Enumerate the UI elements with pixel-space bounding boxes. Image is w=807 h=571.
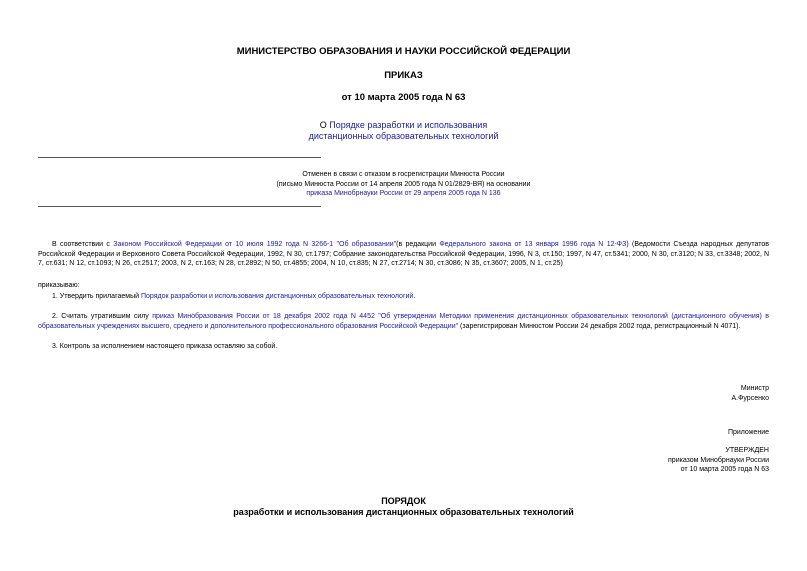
signature-name: А.Фурсенко (731, 394, 769, 402)
top-divider (38, 157, 321, 158)
subject-link-line1[interactable]: Порядке разработки и использования (329, 120, 488, 130)
approval-block (668, 446, 769, 475)
signature-position: Министр (740, 385, 769, 392)
approved-by: приказом Минобрнауки России (668, 456, 769, 464)
date-number-heading: от 10 марта 2005 года N 63 (341, 92, 466, 103)
federal-law-link[interactable]: Федерального закона от 13 января 1996 года N 12-ФЗ (439, 241, 627, 248)
note-line2: (письмо Минюста России от 14 апреля 2005 года N 01/2829-ВЯ) на основании (276, 180, 531, 188)
subject-heading (0, 120, 807, 142)
signature-block (731, 384, 769, 403)
procedure-subtitle: разработки и использования дистанционных образовательных технологий (233, 507, 574, 517)
preamble-text-2: (в редакции (396, 241, 440, 248)
item2-text-1: 2. Считать утратившим силу (52, 313, 153, 320)
procedure-title: ПОРЯДОК (381, 496, 426, 506)
ministry-heading: МИНИСТЕРСТВО ОБРАЗОВАНИЯ И НАУКИ РОССИЙСКОЙ ФЕДЕРАЦИИ (236, 46, 571, 57)
item1-text-2: . (413, 293, 416, 300)
item1-text-1: 1. Утвердить прилагаемый (52, 293, 141, 300)
procedure-link[interactable]: Порядок разработки и использования дистанционных образовательных технологий (140, 293, 414, 300)
preamble-paragraph (38, 240, 769, 269)
item2-text-2: (зарегистрирован Минюстом России 24 декабря 2002 года, регистрационный N 4071). (458, 322, 741, 330)
bottom-divider (38, 206, 321, 207)
cancellation-note (0, 170, 807, 199)
approved-date: от 10 марта 2005 года N 63 (680, 466, 769, 473)
old-order-link[interactable]: приказ Минобразования России от 18 декабря 2002 года N 4452 "Об утверждении Методики применения дистанционных образовательных технологий (дистанционного обучения) в образовательных учреждениях высшего, среднего и дополнительного профессионального образования Российской Федерации" (38, 313, 769, 330)
appendix-label: Приложение (727, 429, 769, 436)
subject-prefix: О (319, 120, 330, 130)
preamble-text-1: В соответствии с (52, 241, 114, 248)
subject-link-line2[interactable]: дистанционных образовательных технологий (308, 131, 499, 141)
note-link[interactable]: приказа Минобрнауки России от 29 апреля 2005 года N 136 (306, 190, 501, 197)
approved-word: УТВЕРЖДЕН (725, 447, 769, 454)
preamble-text-3: ) (Ведомости Съезда народных депутатов Российской Федерации и Верховного Совета Российской Федерации, 1992, N 30, ст.1797; Собрание законодательства Российской Федерации, 1996, N 3, ст.150; 1997, N 47, ст.5341; 2000, N 30, ст.3120; N 33, ст.3348; 2002, N 7, ст.631; N 12, ст.1093; N 26, ст.2517; 2003, N 2, ст.163; N 28, ст.2892; N 50, ст.4855; 2004, N 10, ст.835; N 27, ст.2714; N 30, ст.3086; N 35, ст.3607; 2005, N 1, ст.25) (38, 241, 769, 268)
law-link[interactable]: Законом Российской Федерации от 10 июля 1992 года N 3266-1 "Об образовании" (113, 241, 397, 248)
item-2 (38, 312, 769, 331)
item-3: 3. Контроль за исполнением настоящего приказа оставляю за собой. (52, 343, 278, 350)
item-1 (38, 292, 769, 302)
doc-type-heading: ПРИКАЗ (384, 70, 423, 81)
note-line1: Отменен в связи с отказом в госрегистрации Минюста России (302, 171, 505, 178)
order-word: приказываю: (38, 282, 80, 289)
